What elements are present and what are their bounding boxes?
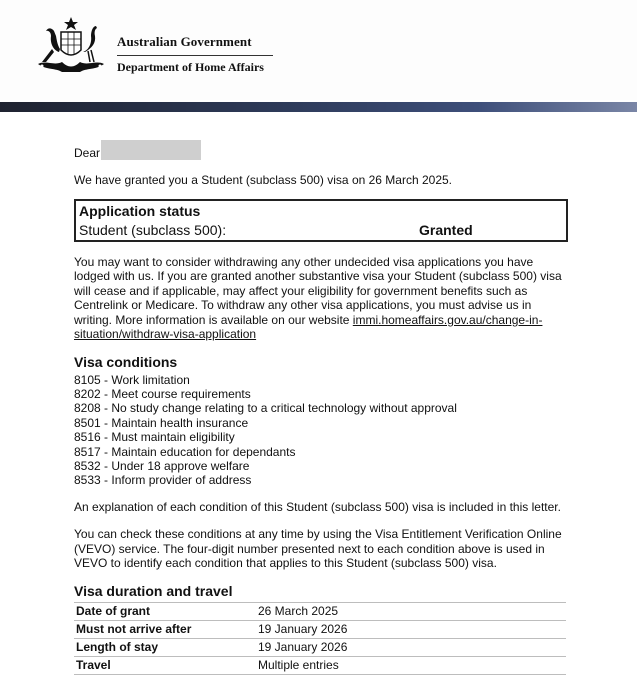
condition-item: 8105 - Work limitation (74, 372, 190, 387)
vevo-paragraph: You can check these conditions at any time by using the Visa Entitlement Verification Online (VEVO) service. The four-digit number presented next to each condition above is used in VEVO to identify each condition that applies to this Student (subclass 500) visa. (74, 527, 562, 571)
redacted-name (101, 140, 201, 160)
duration-table (74, 602, 566, 675)
row-value: 26 March 2025 (256, 602, 566, 620)
conditions-explanation: An explanation of each condition of this Student (subclass 500) visa is included in this letter. (74, 499, 561, 514)
row-label: Travel (74, 656, 256, 674)
condition-item: 8517 - Maintain education for dependants (74, 444, 296, 459)
department-name: Department of Home Affairs (117, 60, 264, 74)
condition-item: 8532 - Under 18 approve welfare (74, 458, 250, 473)
table-row (74, 638, 566, 656)
header-divider (117, 55, 273, 56)
header-banner (0, 102, 637, 112)
duration-heading: Visa duration and travel (74, 582, 233, 599)
withdraw-paragraph (74, 255, 568, 342)
row-value: 19 January 2026 (256, 620, 566, 638)
status-title: Application status (79, 202, 201, 219)
table-row (74, 656, 566, 674)
withdraw-link[interactable]: immi.homeaffairs.gov.au/change-in-situation/withdraw-visa-application (74, 312, 543, 341)
salutation (74, 140, 568, 160)
letter-body (74, 140, 568, 675)
row-value: 19 January 2026 (256, 638, 566, 656)
table-row (74, 620, 566, 638)
status-visa-label: Student (subclass 500): (79, 221, 227, 238)
conditions-heading: Visa conditions (74, 353, 178, 370)
row-label: Must not arrive after (74, 620, 256, 638)
condition-item: 8208 - No study change relating to a critical technology without approval (74, 401, 457, 416)
withdraw-text: You may want to consider withdrawing any other undecided visa applications you have lodged with us. If you are granted another substantive visa your Student (subclass 500) visa will cease and if applicable, may affect your eligibility for government benefits such as Centrelink or Medicare. To withdraw any other visa applications, you must advise us in writing. More information is available on our website (74, 254, 562, 327)
row-label: Date of grant (74, 602, 256, 620)
row-label: Length of stay (74, 638, 256, 656)
application-status-box (74, 199, 568, 242)
condition-item: 8501 - Maintain health insurance (74, 415, 249, 430)
coat-of-arms-icon (34, 16, 108, 74)
status-value: Granted (419, 221, 473, 238)
table-row (74, 602, 566, 620)
salutation-text: Dear (74, 145, 101, 160)
row-value: Multiple entries (256, 656, 566, 674)
conditions-list (74, 373, 568, 488)
condition-item: 8202 - Meet course requirements (74, 386, 251, 401)
condition-item: 8533 - Inform provider of address (74, 473, 252, 488)
letterhead (0, 0, 637, 100)
government-name: Australian Government (117, 34, 252, 49)
condition-item: 8516 - Must maintain eligibility (74, 430, 235, 445)
grant-statement: We have granted you a Student (subclass 500) visa on 26 March 2025. (74, 173, 453, 187)
